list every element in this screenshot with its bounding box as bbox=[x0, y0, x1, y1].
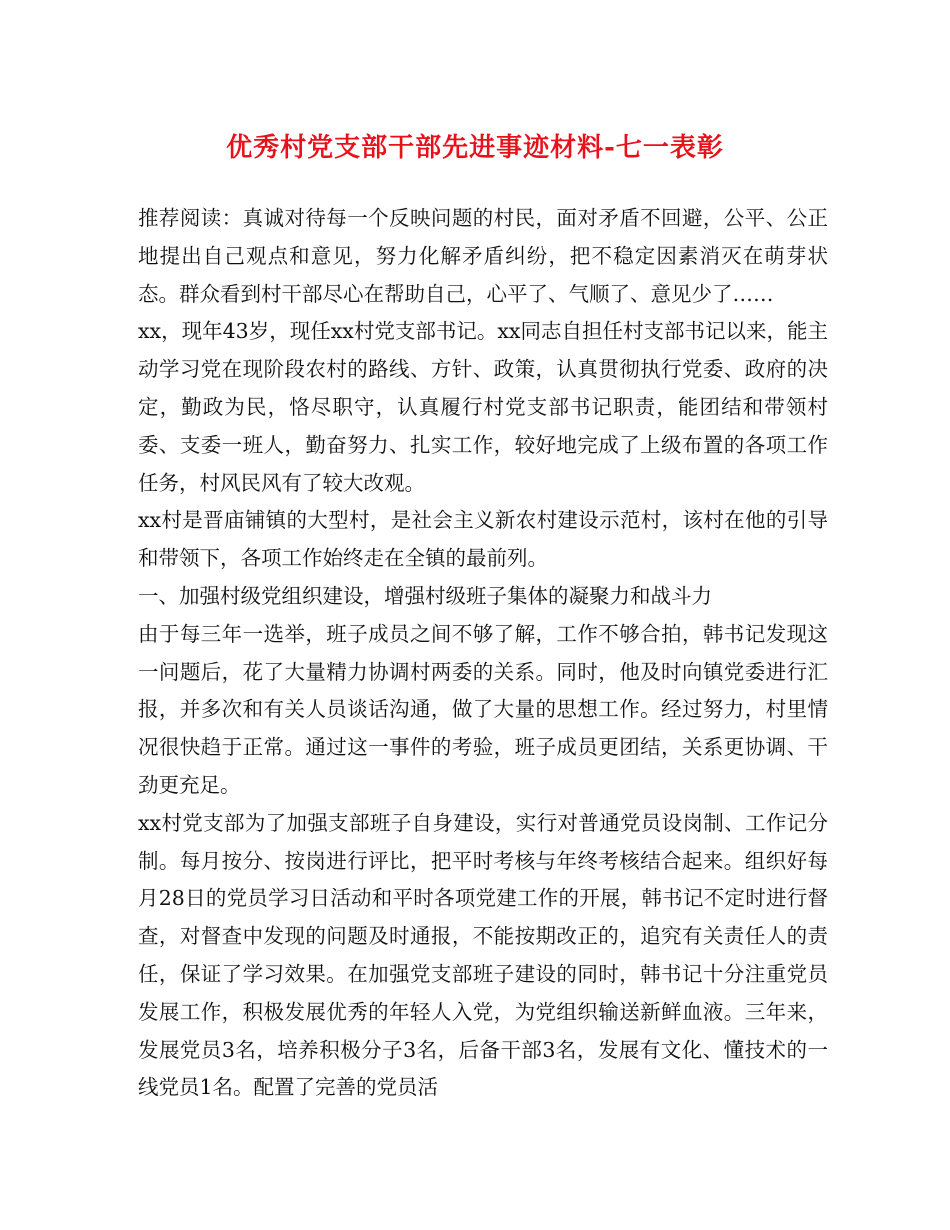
section-heading-party-organization: 一、加强村级党组织建设，增强村级班子集体的凝聚力和战斗力 bbox=[138, 583, 712, 608]
document-title: 优秀村党支部干部先进事迹材料-七一表彰 bbox=[226, 133, 724, 163]
paragraph-introduction: xx，现年43岁，现任xx村党支部书记。xx同志自担任村支部书记以来，能主动学习党在现阶段农村的路线、方针、政策，认真贯彻执行党委、政府的决定，勤政为民，恪尽职守，认真履行村党支部书记职责，能团结和带领村委、支委一班人，勤奋努力、扎实工作，较好地完成了上级布置的各项工作任务，村风民风有了较大改观。 bbox=[138, 319, 828, 495]
paragraph-branch-building: xx村党支部为了加强支部班子自身建设，实行对普通党员设岗制、工作记分制。每月按分、按岗进行评比，把平时考核与年终考核结合起来。组织好每月28日的党员学习日活动和平时各项党建工作的开展，韩书记不定时进行督查，对督查中发现的问题及时通报，不能按期改正的，追究有关责任人的责任，保证了学习效果。在加强党支部班子建设的同时，韩书记十分注重党员发展工作，积极发展优秀的年轻人入党，为党组织输送新鲜血液。三年来，发展党员3名，培养积极分子3名，后备干部3名，发展有文化、懂技术的一线党员1名。配置了完善的党员活 bbox=[138, 810, 828, 1100]
paragraph-village-overview: xx村是晋庙铺镇的大型村，是社会主义新农村建设示范村，该村在他的引导和带领下，各项工作始终走在全镇的最前列。 bbox=[138, 508, 828, 571]
document-body bbox=[138, 200, 828, 1107]
paragraph-recommended-reading: 推荐阅读：真诚对待每一个反映问题的村民，面对矛盾不回避，公平、公正地提出自己观点和意见，努力化解矛盾纠纷，把不稳定因素消灭在萌芽状态。群众看到村干部尽心在帮助自己，心平了、气顺了、意见少了…… bbox=[138, 206, 828, 306]
paragraph-team-coordination: 由于每三年一选举，班子成员之间不够了解，工作不够合拍，韩书记发现这一问题后，花了大量精力协调村两委的关系。同时，他及时向镇党委进行汇报，并多次和有关人员谈话沟通，做了大量的思想工作。经过努力，村里情况很快趋于正常。通过这一事件的考验，班子成员更团结，关系更协调、干劲更充足。 bbox=[138, 621, 828, 797]
